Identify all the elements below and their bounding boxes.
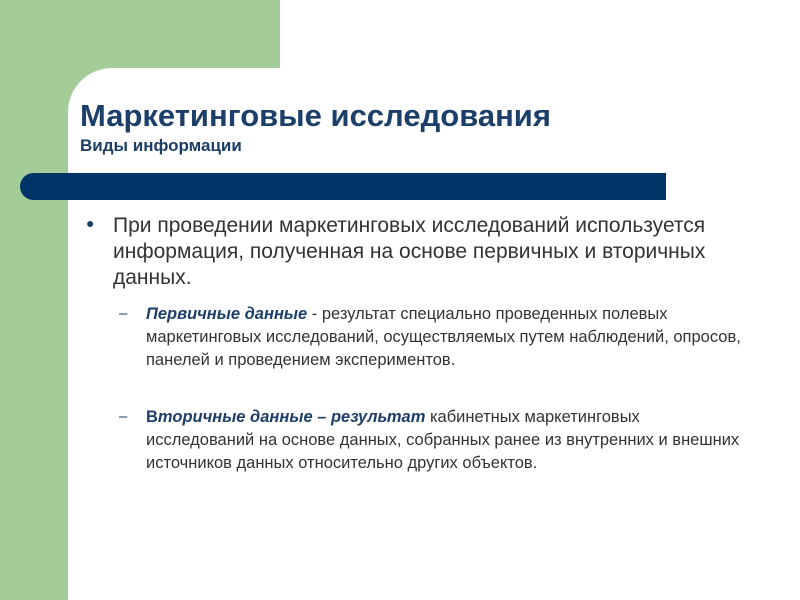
slide-title: Маркетинговые исследования bbox=[80, 98, 551, 133]
sub-point-primary bbox=[146, 303, 746, 372]
secondary-data-term-initial: В bbox=[146, 408, 158, 426]
primary-data-description: - результат специально проведенных полевых маркетинговых исследований, осуществляемых путем наблюдений, опросов, панелей и проведением экспериментов. bbox=[146, 305, 741, 369]
dash-bullet-icon: – bbox=[119, 408, 128, 425]
bullet-dot-icon: ● bbox=[86, 215, 95, 231]
slide-subtitle: Виды информации bbox=[80, 136, 242, 155]
primary-data-term: Первичные данные bbox=[146, 305, 308, 323]
title-divider-bar bbox=[20, 173, 666, 200]
main-point-text: При проведении маркетинговых исследований используется информация, полученная на основе первичных и вторичных данных. bbox=[113, 214, 706, 289]
sub-point-secondary bbox=[146, 406, 746, 475]
secondary-data-description: кабинетных маркетинговых исследований на основе данных, собранных ранее из внутренних и внешних источников данных относительно других объектов. bbox=[146, 408, 740, 472]
dash-bullet-icon: – bbox=[119, 305, 128, 322]
green-side-strip bbox=[0, 0, 68, 600]
secondary-data-term: торичные данные – результат bbox=[157, 408, 426, 426]
